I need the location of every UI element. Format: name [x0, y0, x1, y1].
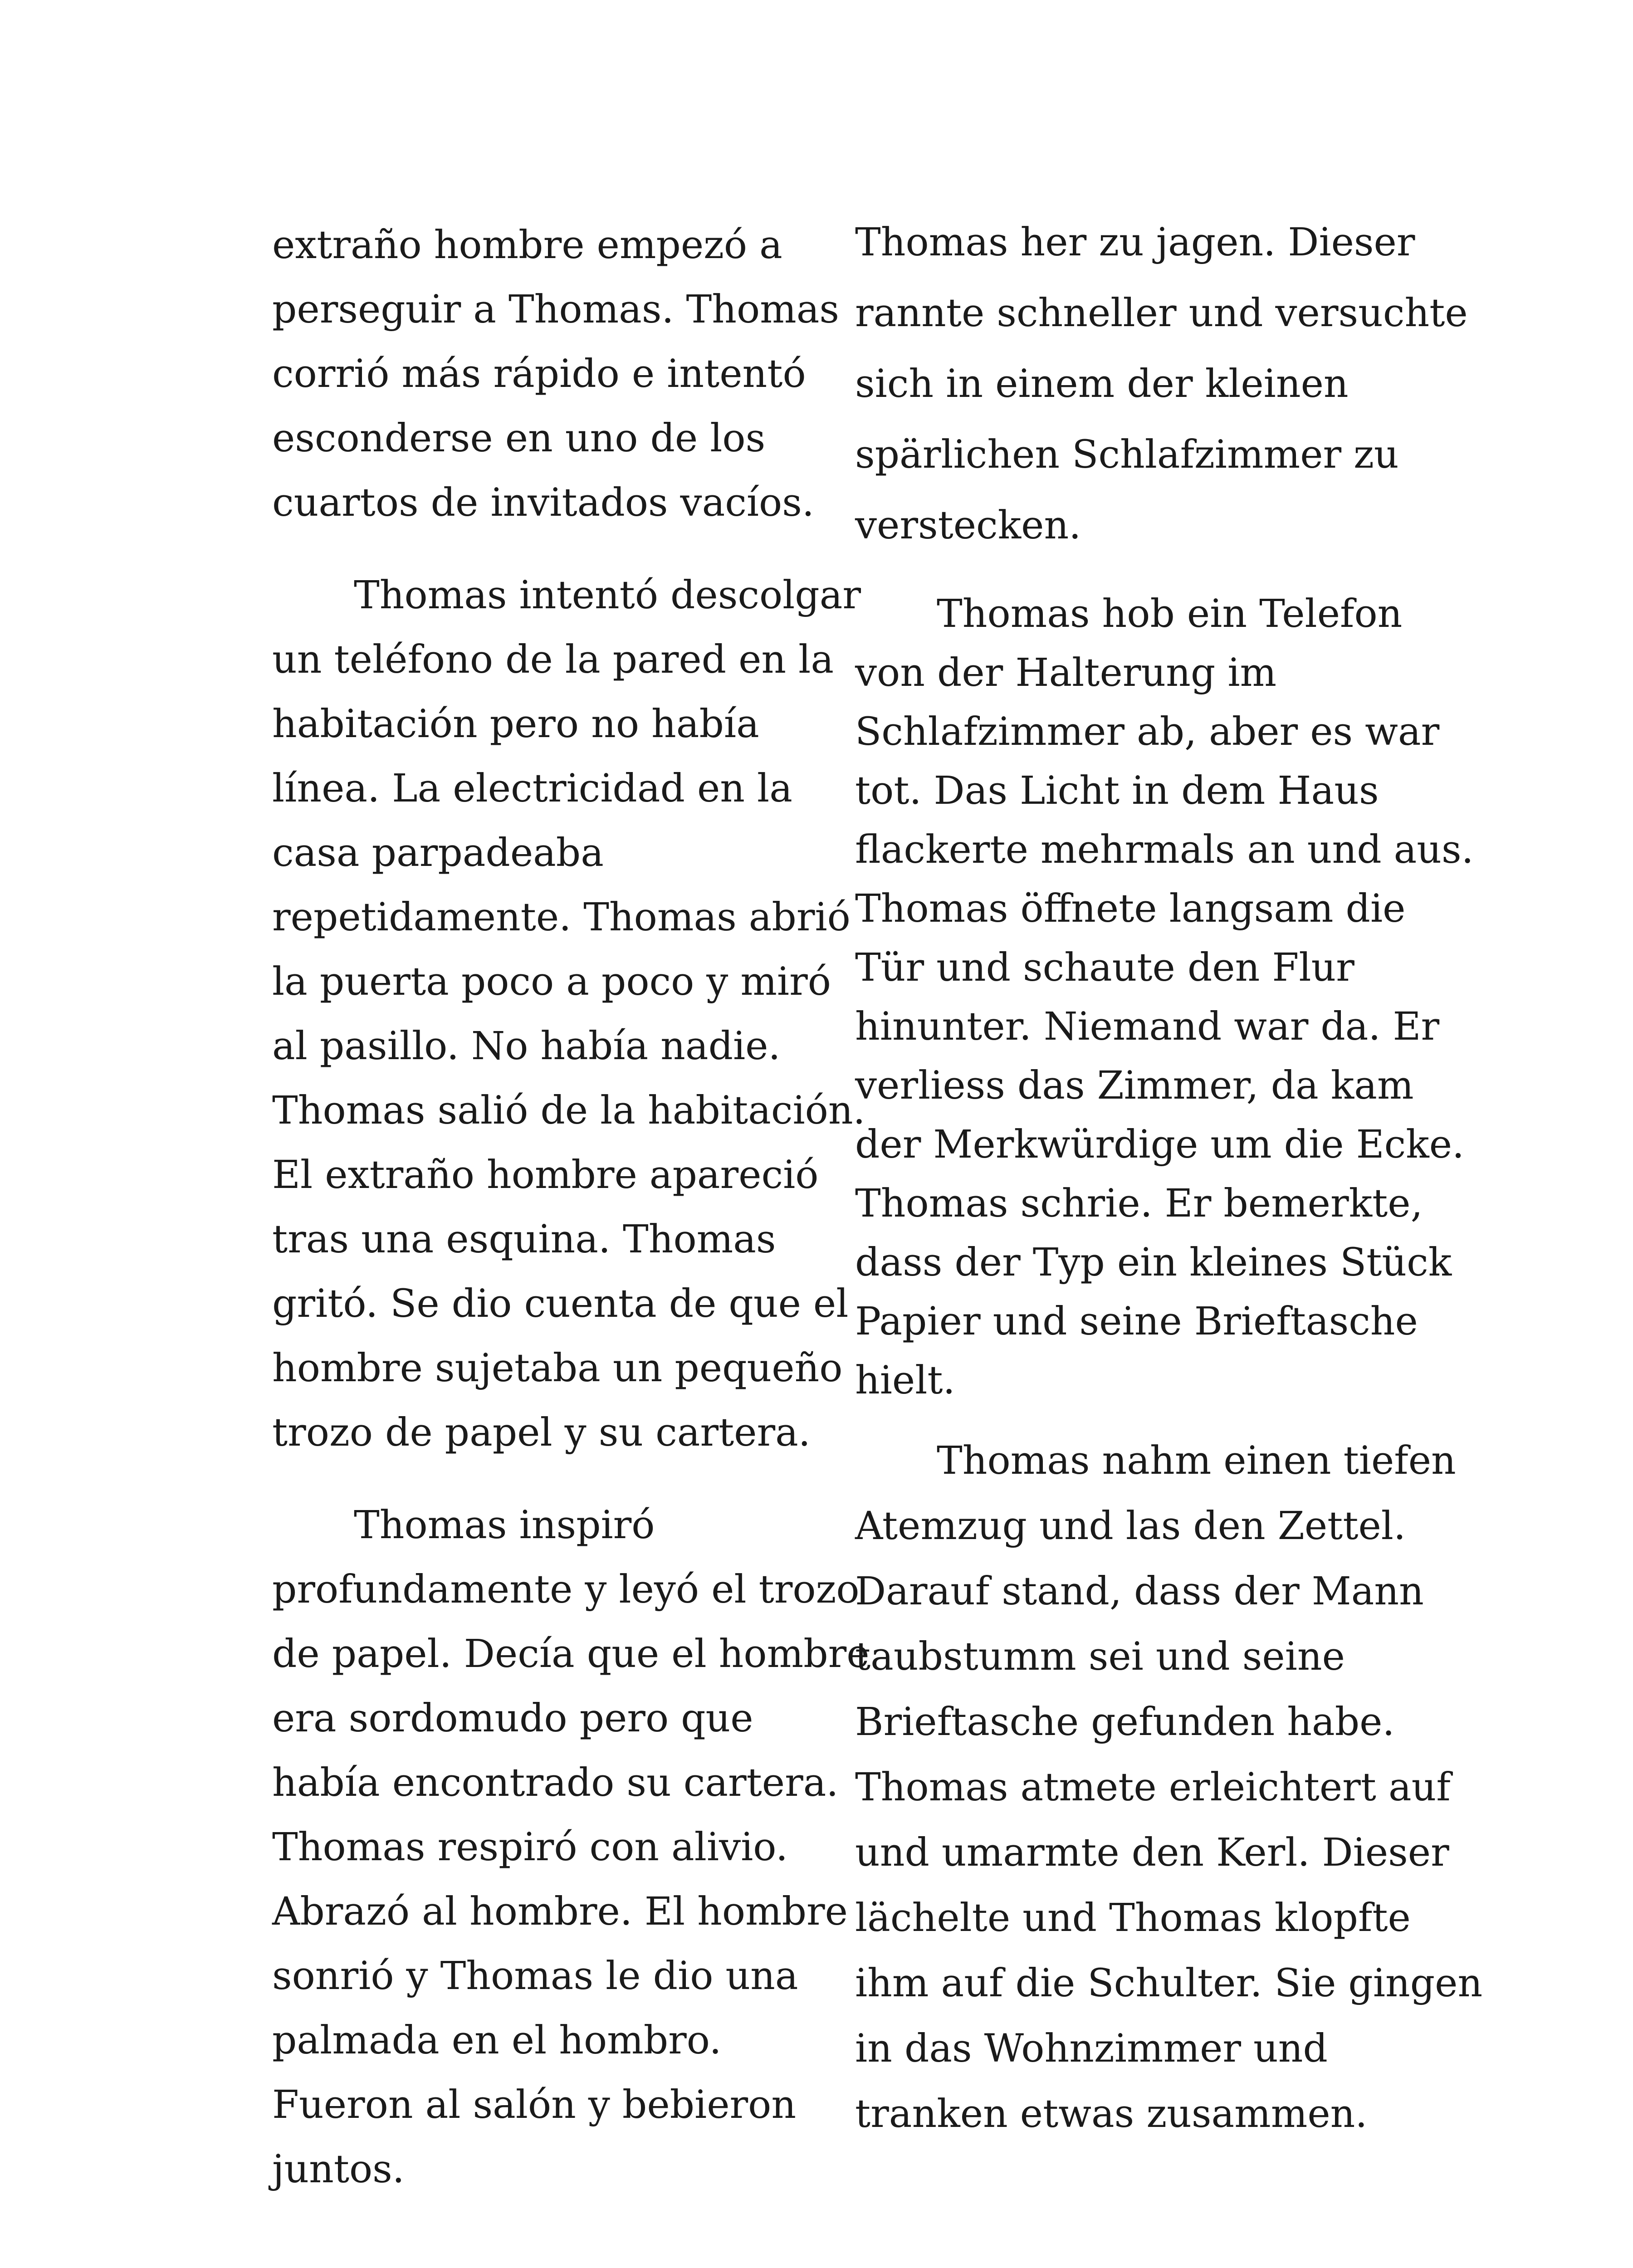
- text-line: al pasillo. No había nadie.: [272, 1024, 781, 1069]
- text-line: Thomas her zu jagen. Dieser: [855, 220, 1415, 265]
- text-line: habitación pero no había: [272, 702, 759, 747]
- text-line: Thomas inspiró: [354, 1503, 655, 1548]
- text-line: taubstumm sei und seine: [855, 1634, 1345, 1679]
- text-line: lächelte und Thomas klopfte: [855, 1896, 1411, 1941]
- text-line: hielt.: [855, 1358, 955, 1403]
- text-line: Tür und schaute den Flur: [855, 945, 1354, 990]
- paragraph-gap: [272, 535, 826, 563]
- text-line: Thomas salió de la habitación.: [272, 1088, 865, 1133]
- text-line: und umarmte den Kerl. Dieser: [855, 1830, 1449, 1875]
- text-line: hombre sujetaba un pequeño: [272, 1346, 843, 1391]
- text-line: Thomas respiró con alivio.: [272, 1825, 788, 1870]
- german-paragraph-2: [855, 585, 1474, 1410]
- text-line: flackerte mehrmals an und aus.: [855, 827, 1474, 872]
- text-line: Thomas intentó descolgar: [354, 573, 861, 618]
- text-line: von der Halterung im: [855, 650, 1277, 695]
- paragraph-gap: [272, 1465, 826, 1493]
- text-line: repetidamente. Thomas abrió: [272, 895, 851, 940]
- german-paragraph-3: [855, 1428, 1483, 2147]
- text-line: gritó. Se dio cuenta de que el: [272, 1281, 849, 1326]
- text-line: Thomas schrie. Er bemerkte,: [855, 1181, 1423, 1226]
- text-line: casa parpadeaba: [272, 831, 604, 875]
- text-line: perseguir a Thomas. Thomas: [272, 287, 840, 332]
- text-line: Papier und seine Brieftasche: [855, 1299, 1418, 1344]
- text-line: Schlafzimmer ab, aber es war: [855, 709, 1440, 754]
- text-line: Atemzug und las den Zettel.: [855, 1504, 1406, 1549]
- text-line: extraño hombre empezó a: [272, 223, 782, 268]
- text-line: hinunter. Niemand war da. Er: [855, 1004, 1440, 1049]
- text-line: dass der Typ ein kleines Stück: [855, 1240, 1452, 1285]
- text-line: había encontrado su cartera.: [272, 1760, 839, 1805]
- text-line: línea. La electricidad en la: [272, 766, 792, 811]
- paragraph-gap: [855, 1410, 1408, 1428]
- text-line: palmada en el hombro.: [272, 2018, 722, 2063]
- text-line: in das Wohnzimmer und: [855, 2026, 1328, 2071]
- text-line: Thomas hob ein Telefon: [937, 591, 1403, 636]
- text-line: spärlichen Schlafzimmer zu: [855, 432, 1399, 477]
- text-line: Fueron al salón y bebieron: [272, 2082, 797, 2127]
- spanish-column: [272, 213, 870, 2202]
- text-line: tranken etwas zusammen.: [855, 2092, 1368, 2136]
- text-line: de papel. Decía que el hombre: [272, 1632, 870, 1677]
- text-line: la puerta poco a poco y miró: [272, 959, 831, 1004]
- text-line: sonrió y Thomas le dio una: [272, 1954, 798, 1999]
- text-line: Brieftasche gefunden habe.: [855, 1700, 1395, 1745]
- spanish-paragraph-3: [272, 1493, 870, 2202]
- text-line: juntos.: [272, 2147, 405, 2192]
- text-line: cuartos de invitados vacíos.: [272, 480, 814, 525]
- text-line: verstecken.: [855, 503, 1081, 548]
- text-line: Darauf stand, dass der Mann: [855, 1569, 1424, 1614]
- text-line: sich in einem der kleinen: [855, 362, 1349, 406]
- text-line: corrió más rápido e intentó: [272, 352, 806, 396]
- text-line: tot. Das Licht in dem Haus: [855, 768, 1379, 813]
- paragraph-gap: [855, 561, 1408, 585]
- text-line: Thomas nahm einen tiefen: [937, 1438, 1456, 1483]
- text-line: Thomas öffnete langsam die: [855, 886, 1406, 931]
- text-line: trozo de papel y su cartera.: [272, 1410, 811, 1455]
- text-line: esconderse en uno de los: [272, 416, 766, 461]
- text-line: un teléfono de la pared en la: [272, 637, 834, 682]
- spanish-paragraph-2: [272, 563, 865, 1465]
- text-line: tras una esquina. Thomas: [272, 1217, 776, 1262]
- text-line: ihm auf die Schulter. Sie gingen: [855, 1961, 1483, 2006]
- text-line: Thomas atmete erleichtert auf: [855, 1765, 1451, 1810]
- german-paragraph-1: [855, 207, 1468, 561]
- german-column: [855, 213, 1483, 2147]
- text-line: Abrazó al hombre. El hombre: [272, 1889, 848, 1934]
- text-line: El extraño hombre apareció: [272, 1153, 819, 1198]
- text-line: verliess das Zimmer, da kam: [855, 1063, 1414, 1108]
- text-line: rannte schneller und versuchte: [855, 291, 1468, 336]
- text-line: der Merkwürdige um die Ecke.: [855, 1122, 1465, 1167]
- text-line: era sordomudo pero que: [272, 1696, 753, 1741]
- text-line: profundamente y leyó el trozo: [272, 1567, 860, 1612]
- spanish-paragraph-1: [272, 213, 840, 535]
